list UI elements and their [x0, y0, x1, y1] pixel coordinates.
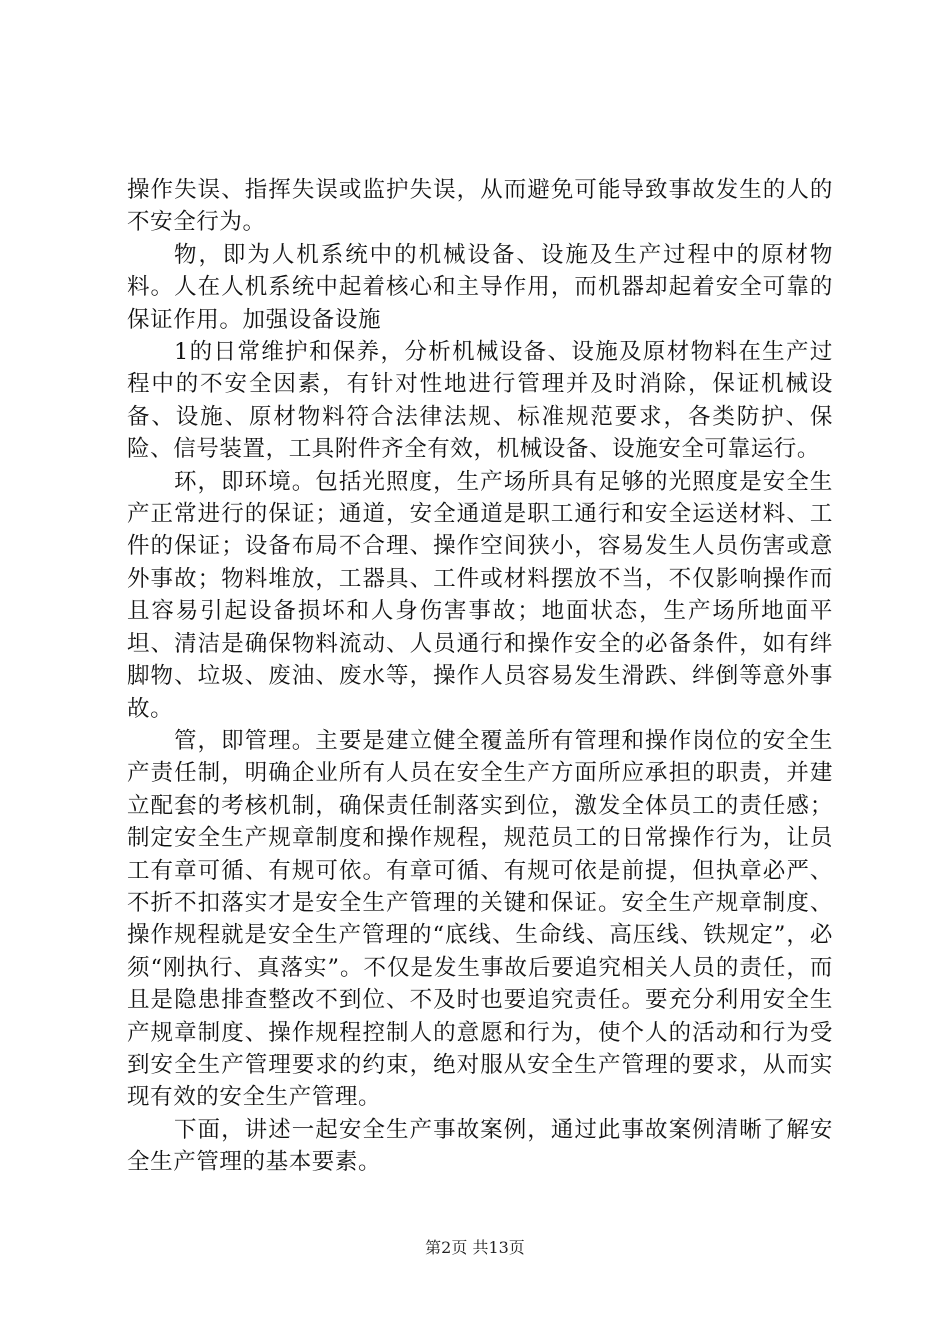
paragraph-huan-environment: 环，即环境。包括光照度，生产场所具有足够的光照度是安全生产正常进行的保证；通道，安全通道是职工通行和安全运送材料、工件的保证；设备布局不合理、操作空间狭小，容易发生人员伤害或意外事故；物料堆放，工器具、工件或材料摆放不当，不仅影响操作而且容易引起设备损坏和人身伤害事故；地面状态，生产场所地面平坦、清洁是确保物料流动、人员通行和操作安全的必备条件，如有绊脚物、垃圾、废油、废水等，操作人员容易发生滑跌、绊倒等意外事故。: [127, 468, 833, 722]
page-footer: 第2页 共13页: [425, 1238, 525, 1257]
paragraph-guan-management: 管，即管理。主要是建立健全覆盖所有管理和操作岗位的安全生产责任制，明确企业所有人员在安全生产方面所应承担的职责，并建立配套的考核机制，确保责任制落实到位，激发全体员工的责任感；制定安全生产规章制度和操作规程，规范员工的日常操作行为，让员工有章可循、有规可依。有章可循、有规可依是前提，但执章必严、不折不扣落实才是安全生产管理的关键和保证。安全生产规章制度、操作规程就是安全生产管理的“底线、生命线、高压线、铁规定”，必须“刚执行、真落实”。不仅是发生事故后要追究相关人员的责任，而且是隐患排查整改不到位、不及时也要追究责任。要充分利用安全生产规章制度、操作规程控制人的意愿和行为，使个人的活动和行为受到安全生产管理要求的约束，绝对服从安全生产管理的要求，从而实现有效的安全生产管理。: [127, 727, 833, 1111]
paragraph-case-intro: 下面，讲述一起安全生产事故案例，通过此事故案例清晰了解安全生产管理的基本要素。: [127, 1116, 833, 1176]
body-text: [127, 174, 833, 1179]
paragraph-continuation: 操作失误、指挥失误或监护失误，从而避免可能导致事故发生的人的不安全行为。: [127, 177, 833, 236]
paragraph-wu-materials: 物，即为人机系统中的机械设备、设施及生产过程中的原材物料。人在人机系统中起着核心和主导作用，而机器却起着安全可靠的保证作用。加强设备设施: [127, 241, 833, 333]
paragraph-equipment-maintenance: 1的日常维护和保养，分析机械设备、设施及原材物料在生产过程中的不安全因素，有针对性地进行管理并及时消除，保证机械设备、设施、原材物料符合法律法规、标准规范要求，各类防护、保险、信号装置，工具附件齐全有效，机械设备、设施安全可靠运行。: [127, 339, 833, 463]
